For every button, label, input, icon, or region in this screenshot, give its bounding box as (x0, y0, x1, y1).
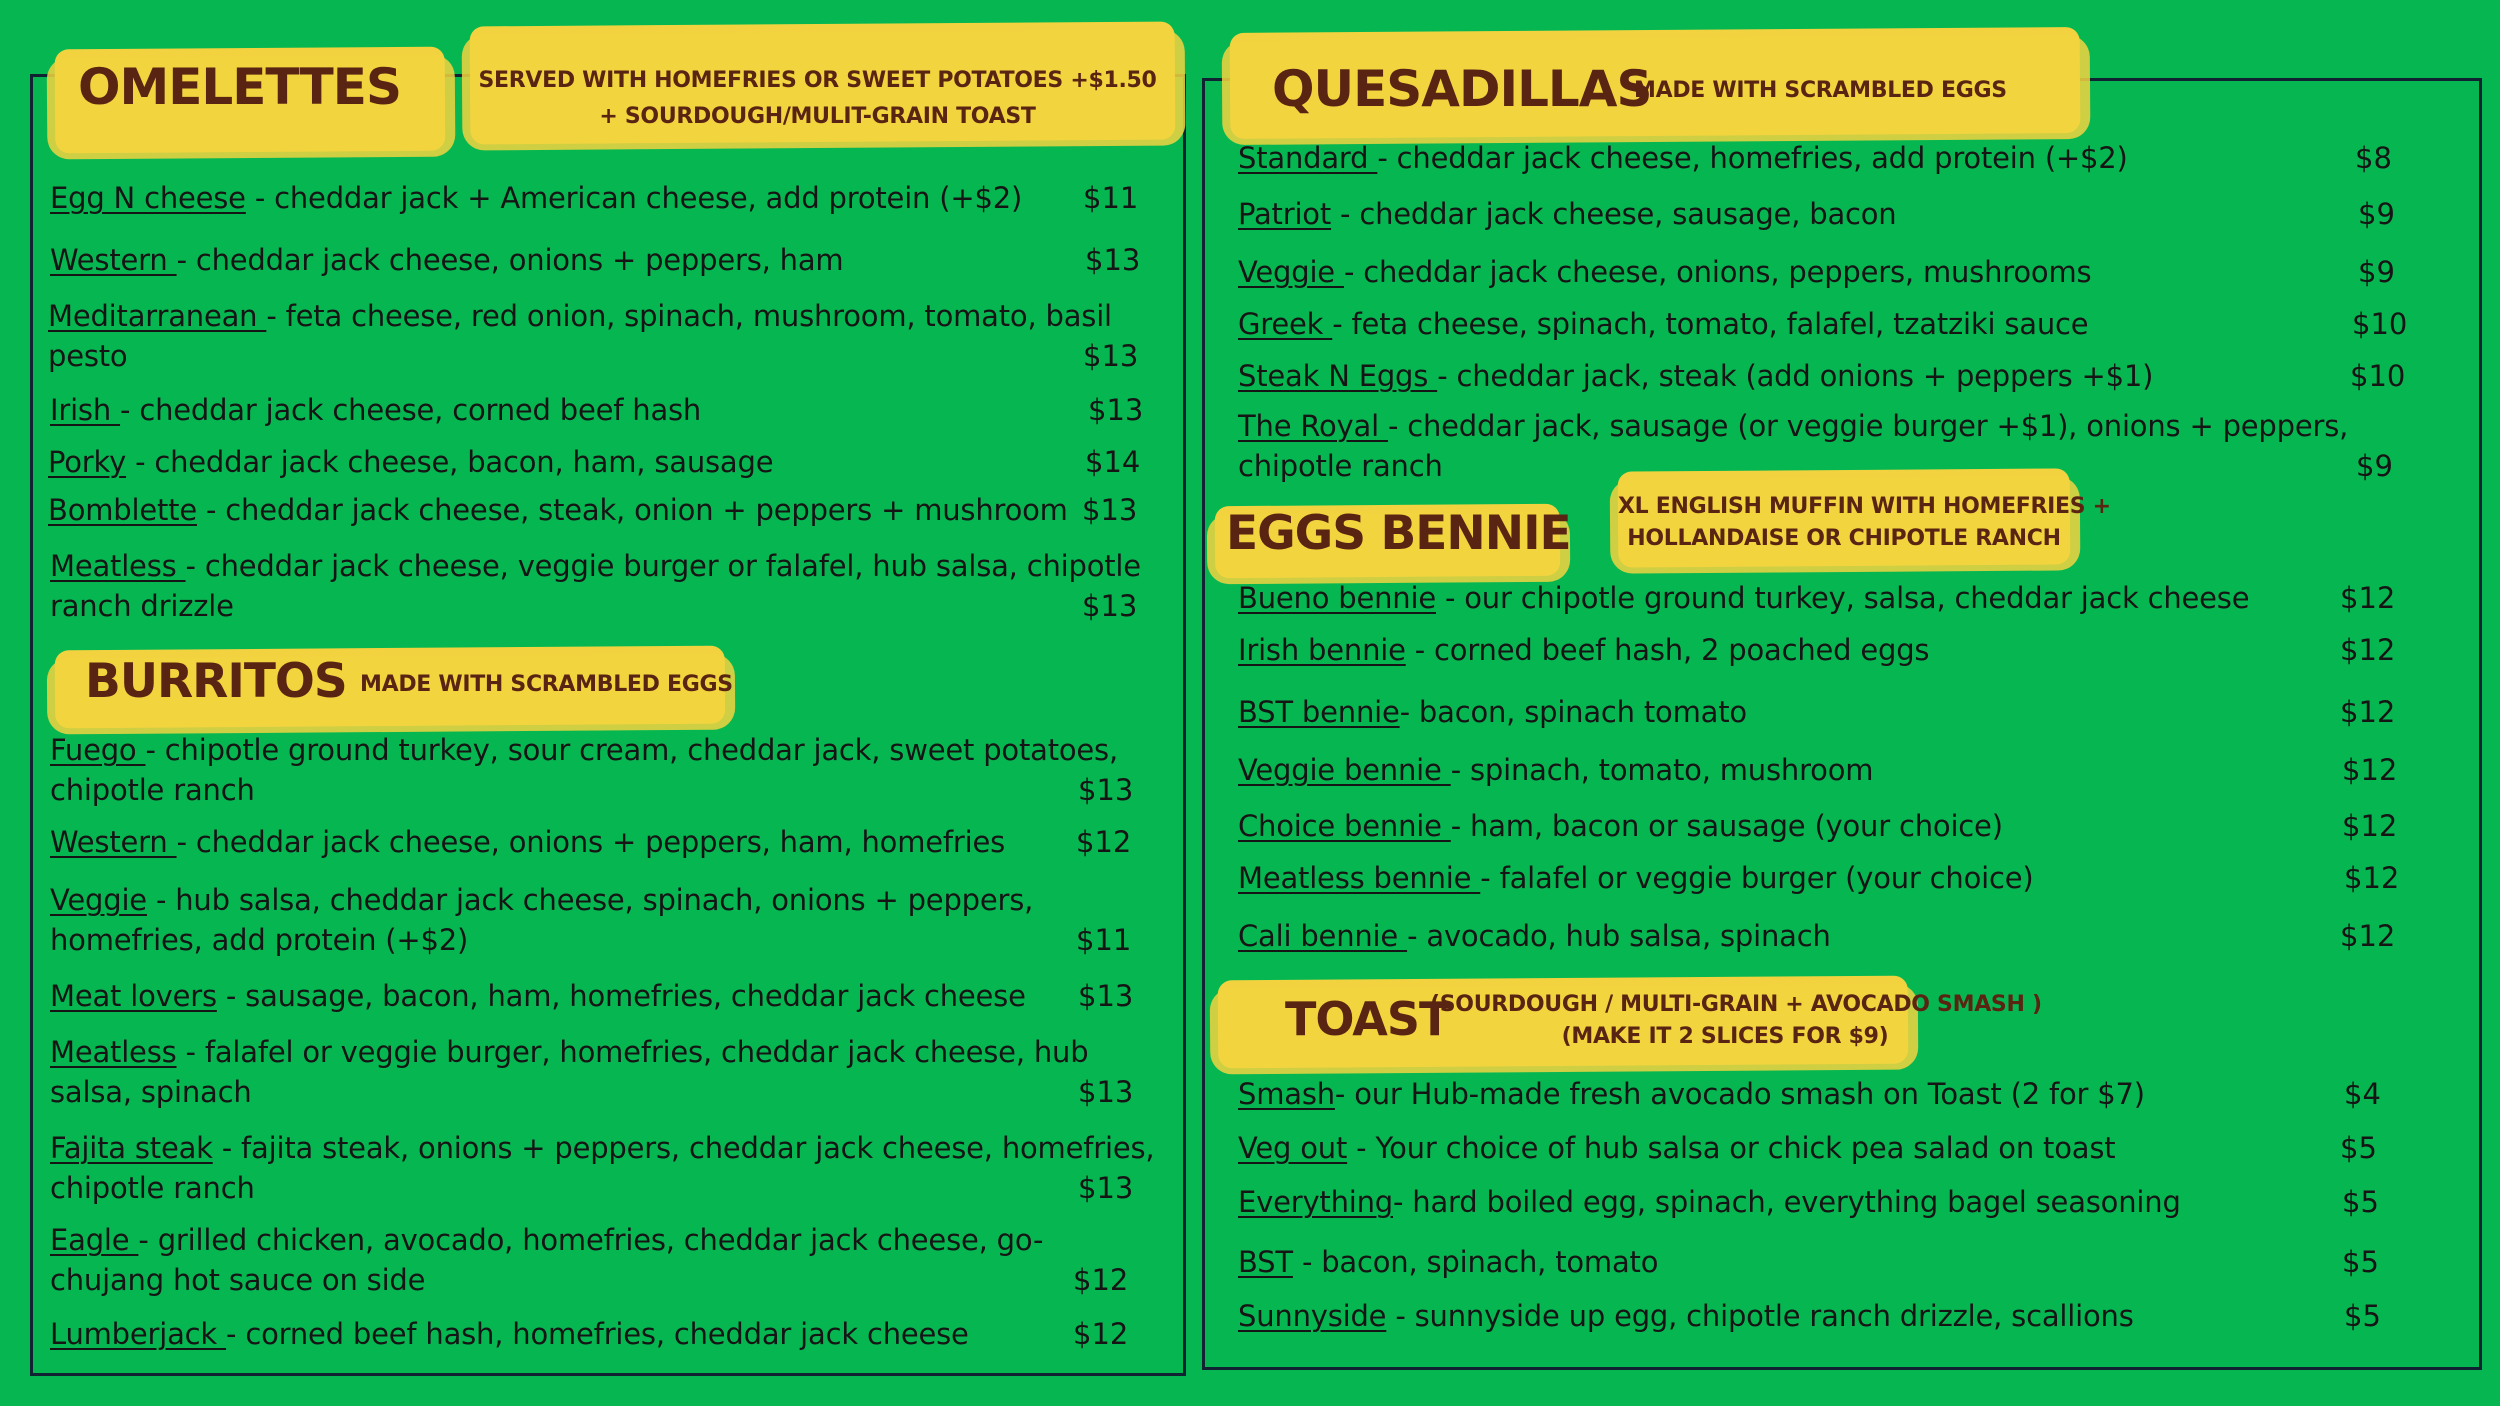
menu-item-description: - bacon, spinach tomato (1399, 695, 1747, 729)
burritos-item (50, 1314, 969, 1354)
menu-item-name: Fajita steak (50, 1131, 213, 1165)
omelettes-item (50, 390, 701, 430)
menu-item-price: $5 (2342, 1245, 2379, 1279)
bennie-item (1238, 750, 1873, 790)
menu-item-price: $13 (1083, 339, 1139, 373)
menu-item-name: Veggie bennie (1238, 753, 1451, 787)
menu-item-name: Sunnyside (1238, 1299, 1387, 1333)
menu-item-description-cont: chipotle ranch (50, 773, 255, 807)
menu-item-description-cont: chujang hot sauce on side (50, 1263, 426, 1297)
menu-item-name: BST (1238, 1245, 1293, 1279)
toast-item (1238, 1296, 2134, 1336)
menu-item-description: - cheddar jack cheese, veggie burger or falafel, hub salsa, chipotle (185, 549, 1141, 583)
menu-item-price: $13 (1088, 393, 1144, 427)
burritos-item (50, 1128, 1154, 1168)
menu-item-name: Choice bennie (1238, 809, 1451, 843)
quesadillas-item (1238, 304, 2088, 344)
menu-item-name: Greek (1238, 307, 1333, 341)
menu-item-description-cont: pesto (48, 339, 128, 373)
omelettes-title: OMELETTES (78, 58, 401, 116)
menu-item-price: $12 (2340, 633, 2396, 667)
quesadillas-item (1238, 194, 1896, 234)
menu-item-price: $13 (1085, 243, 1141, 277)
menu-item-price: $12 (2340, 581, 2396, 615)
menu-item-price: $13 (1082, 493, 1138, 527)
menu-item-name: Lumberjack (50, 1317, 227, 1351)
omelettes-item (48, 296, 1112, 336)
quesadillas-item (1238, 138, 2128, 178)
menu-item-price: $10 (2350, 359, 2406, 393)
omelettes-item (48, 490, 1068, 530)
menu-item-name: Bueno bennie (1238, 581, 1436, 615)
menu-item-price: $5 (2344, 1299, 2381, 1333)
quesadillas-item (1238, 356, 2153, 396)
quesadillas-item (1238, 406, 2348, 446)
burritos-note: MADE WITH SCRAMBLED EGGS (360, 672, 733, 697)
menu-item-name: Meatless (50, 1035, 177, 1069)
menu-item-description: - cheddar jack cheese, steak, onion + peppers + mushroom (196, 493, 1068, 527)
menu-item-price: $11 (1083, 181, 1139, 215)
menu-item-name: The Royal (1238, 409, 1388, 443)
bennie-item (1238, 692, 1747, 732)
menu-item-price: $13 (1078, 979, 1134, 1013)
burritos-item (50, 880, 1033, 920)
menu-item-price: $12 (2340, 695, 2396, 729)
omelettes-item (50, 178, 1022, 218)
menu-item-description: - cheddar jack cheese, onions + peppers, ham, homefries (176, 825, 1006, 859)
menu-item-description: - fajita steak, onions + peppers, cheddar jack cheese, homefries, (212, 1131, 1155, 1165)
burritos-item (50, 822, 1005, 862)
menu-item-name: BST bennie (1238, 695, 1400, 729)
menu-item-description: - cheddar jack + American cheese, add protein (+$2) (245, 181, 1023, 215)
bennie-item (1238, 806, 2003, 846)
menu-item-description: - cheddar jack cheese, bacon, ham, sausage (126, 445, 774, 479)
menu-item-description: - cheddar jack cheese, onions + peppers, ham (176, 243, 844, 277)
menu-item-description: - sunnyside up egg, chipotle ranch drizzle, scallions (1386, 1299, 2134, 1333)
menu-item-description: - cheddar jack cheese, corned beef hash (120, 393, 702, 427)
toast-item (1238, 1074, 2145, 1114)
menu-item-description-cont: homefries, add protein (+$2) (50, 923, 469, 957)
menu-item-price: $13 (1082, 589, 1138, 623)
quesadillas-title: QUESADILLAS (1272, 60, 1652, 118)
quesadillas-note: MADE WITH SCRAMBLED EGGS (1634, 78, 2007, 103)
menu-item-price: $5 (2340, 1131, 2377, 1165)
menu-item-description-cont: chipotle ranch (1238, 449, 1443, 483)
omelettes-item (50, 546, 1141, 586)
menu-item-price: $13 (1078, 773, 1134, 807)
menu-item-name: Western (50, 243, 177, 277)
menu-item-description: - corned beef hash, 2 poached eggs (1405, 633, 1930, 667)
menu-item-name: Meditarranean (48, 299, 267, 333)
menu-item-description: - avocado, hub salsa, spinach (1407, 919, 1831, 953)
menu-item-description: - hard boiled egg, spinach, everything bagel seasoning (1393, 1185, 2181, 1219)
bennie-title: EGGS BENNIE (1226, 506, 1571, 561)
menu-item-description: - cheddar jack cheese, homefries, add protein (+$2) (1377, 141, 2128, 175)
menu-item-price: $14 (1085, 445, 1141, 479)
menu-item-name: Smash (1238, 1077, 1335, 1111)
omelettes-note-line1: SERVED WITH HOMEFRIES OR SWEET POTATOES +$1.50 (478, 68, 1157, 93)
omelettes-item (50, 240, 843, 280)
menu-item-price: $8 (2355, 141, 2392, 175)
menu-item-price: $9 (2358, 255, 2395, 289)
menu-item-description: - grilled chicken, avocado, homefries, cheddar jack cheese, go- (138, 1223, 1044, 1257)
menu-item-description: - cheddar jack cheese, sausage, bacon (1331, 197, 1897, 231)
bennie-item (1238, 858, 2033, 898)
bennie-note-line1: XL ENGLISH MUFFIN WITH HOMEFRIES + (1618, 494, 2111, 519)
menu-item-price: $11 (1076, 923, 1132, 957)
burritos-item (50, 730, 1118, 770)
menu-item-price: $13 (1078, 1075, 1134, 1109)
menu-item-price: $12 (2344, 861, 2400, 895)
menu-item-name: Veggie (1238, 255, 1344, 289)
menu-item-description: - cheddar jack, sausage (or veggie burger +$1), onions + peppers, (1387, 409, 2349, 443)
omelettes-note-line2: + SOURDOUGH/MULIT-GRAIN TOAST (599, 104, 1036, 129)
menu-item-description: - sausage, bacon, ham, homefries, cheddar jack cheese (216, 979, 1026, 1013)
menu-item-description: - our chipotle ground turkey, salsa, cheddar jack cheese (1435, 581, 2250, 615)
menu-item-name: Egg N cheese (50, 181, 246, 215)
menu-item-description: - falafel or veggie burger, homefries, cheddar jack cheese, hub (176, 1035, 1089, 1069)
menu-item-description-cont: chipotle ranch (50, 1171, 255, 1205)
burritos-item (50, 1032, 1088, 1072)
menu-item-name: Everything (1238, 1185, 1394, 1219)
bennie-item (1238, 916, 1831, 956)
menu-item-name: Irish bennie (1238, 633, 1406, 667)
omelettes-item (48, 442, 773, 482)
toast-title: TOAST (1285, 992, 1450, 1046)
burritos-title: BURRITOS (85, 654, 347, 709)
menu-item-name: Eagle (50, 1223, 139, 1257)
menu-item-name: Meatless bennie (1238, 861, 1481, 895)
menu-item-description: - cheddar jack cheese, onions, peppers, mushrooms (1343, 255, 2092, 289)
menu-item-description: - feta cheese, spinach, tomato, falafel, tzatziki sauce (1332, 307, 2089, 341)
menu-item-name: Western (50, 825, 177, 859)
burritos-item (50, 976, 1026, 1016)
toast-item (1238, 1242, 1658, 1282)
bennie-note-line2: HOLLANDAISE OR CHIPOTLE RANCH (1627, 526, 2061, 551)
menu-item-description: - our Hub-made fresh avocado smash on Toast (2 for $7) (1334, 1077, 2145, 1111)
menu-item-price: $12 (2340, 919, 2396, 953)
menu-item-description: - corned beef hash, homefries, cheddar jack cheese (226, 1317, 969, 1351)
menu-item-price: $12 (2342, 753, 2398, 787)
menu-item-description: - feta cheese, red onion, spinach, mushroom, tomato, basil (266, 299, 1112, 333)
toast-item (1238, 1128, 2115, 1168)
menu-item-description: - spinach, tomato, mushroom (1450, 753, 1874, 787)
menu-item-price: $9 (2358, 197, 2395, 231)
menu-item-name: Porky (48, 445, 127, 479)
menu-item-description: - bacon, spinach, tomato (1292, 1245, 1659, 1279)
toast-note-line1: (SOURDOUGH / MULTI-GRAIN + AVOCADO SMASH ) (1430, 992, 2042, 1017)
menu-item-description: - falafel or veggie burger (your choice) (1480, 861, 2034, 895)
menu-item-name: Irish (50, 393, 121, 427)
menu-item-description: - ham, bacon or sausage (your choice) (1450, 809, 2003, 843)
menu-item-price: $13 (1078, 1171, 1134, 1205)
menu-item-name: Cali bennie (1238, 919, 1408, 953)
bennie-item (1238, 630, 1929, 670)
menu-item-name: Veg out (1238, 1131, 1348, 1165)
menu-item-name: Veggie (50, 883, 147, 917)
menu-item-name: Steak N Eggs (1238, 359, 1438, 393)
menu-item-name: Bomblette (48, 493, 197, 527)
menu-item-description: - cheddar jack, steak (add onions + peppers +$1) (1437, 359, 2154, 393)
menu-item-name: Meatless (50, 549, 186, 583)
menu-item-name: Standard (1238, 141, 1378, 175)
menu-item-price: $12 (1073, 1317, 1129, 1351)
menu-item-description-cont: ranch drizzle (50, 589, 234, 623)
quesadillas-item (1238, 252, 2091, 292)
menu-item-description-cont: salsa, spinach (50, 1075, 252, 1109)
menu-item-price: $12 (1076, 825, 1132, 859)
menu-item-price: $9 (2356, 449, 2393, 483)
menu-item-description: - hub salsa, cheddar jack cheese, spinach, onions + peppers, (146, 883, 1034, 917)
menu-item-price: $12 (1073, 1263, 1129, 1297)
menu-item-description: - chipotle ground turkey, sour cream, cheddar jack, sweet potatoes, (145, 733, 1118, 767)
menu-item-price: $5 (2342, 1185, 2379, 1219)
menu-item-name: Patriot (1238, 197, 1332, 231)
menu-item-name: Meat lovers (50, 979, 217, 1013)
bennie-item (1238, 578, 2249, 618)
burritos-item (50, 1220, 1043, 1260)
menu-item-description: - Your choice of hub salsa or chick pea salad on toast (1347, 1131, 2116, 1165)
menu-item-price: $4 (2344, 1077, 2381, 1111)
menu-item-price: $10 (2352, 307, 2408, 341)
menu-item-name: Fuego (50, 733, 146, 767)
toast-note-line2: (MAKE IT 2 SLICES FOR $9) (1561, 1024, 1889, 1049)
menu-item-price: $12 (2342, 809, 2398, 843)
toast-item (1238, 1182, 2181, 1222)
